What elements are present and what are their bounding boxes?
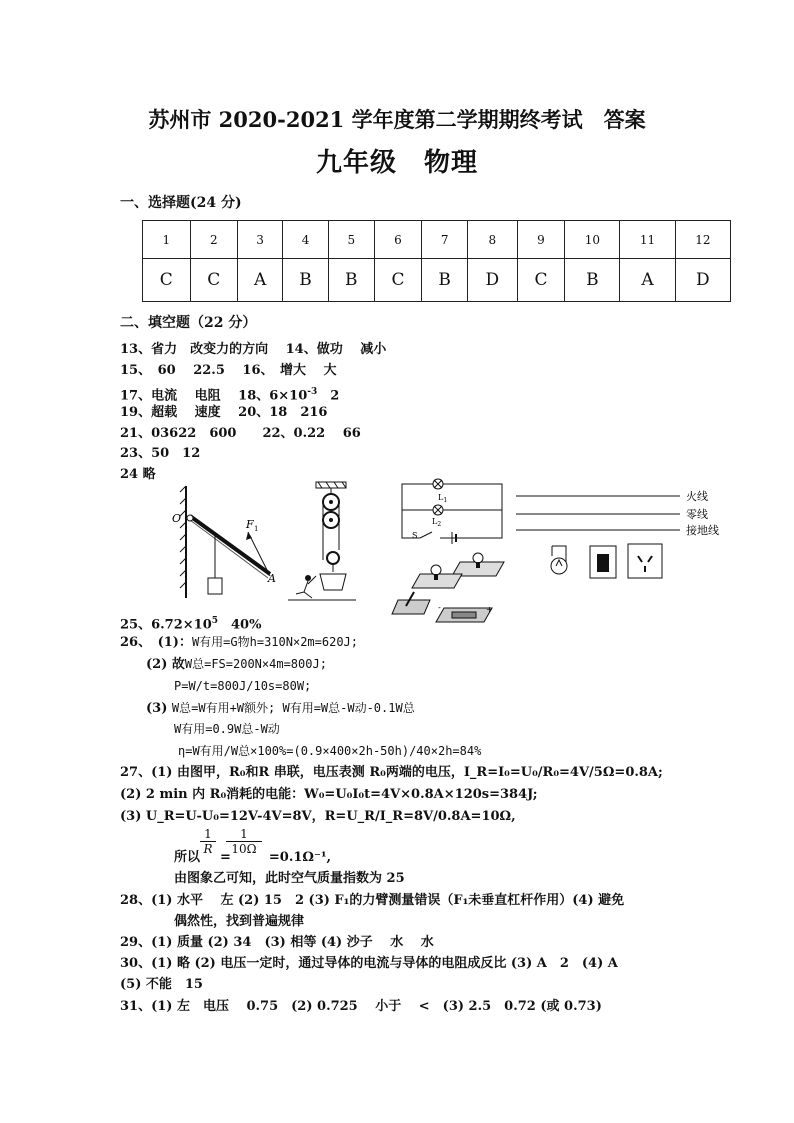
answer-25: 25、$6.72\times 10^5$ 40%: [120, 616, 262, 633]
answer-cell: A: [238, 259, 283, 302]
answer-31: 31、(1) 左 电压 0.75 (2) 0.725 小于 < (3) 2.5 0.72 (或 0.73): [120, 999, 602, 1014]
answer-27-aqi: 由图象乙可知，此时空气质量指数为 25: [174, 871, 405, 886]
question-number-cell: 4: [283, 221, 329, 259]
answer-cell: B: [283, 259, 329, 302]
answer-30-line2: (5) 不能 15: [120, 977, 203, 992]
answer-cell: B: [565, 259, 620, 302]
lamp-l1-label: $L_1$: [438, 493, 448, 504]
fraction-one-over-ten-ohm: $\frac{1}{10\Omega}$: [226, 827, 262, 856]
answer-cell: D: [468, 259, 518, 302]
svg-text:-: -: [438, 603, 441, 612]
household-wiring-diagram: [514, 486, 726, 584]
answer-26-part3: (3) W总=W有用+W额外; W有用=W总-W动-0.1W总: [146, 701, 415, 716]
question-number-cell: 3: [238, 221, 283, 259]
answer-19-20: 19、超载 速度 20、18 216: [120, 405, 328, 420]
multiple-choice-answer-table: [142, 220, 731, 302]
answer-15-16: 15、 60 22.5 16、 增大 大: [120, 363, 337, 378]
question-number-cell: 11: [620, 221, 675, 259]
section-choice-heading: 一、选择题(24 分): [120, 195, 242, 211]
answer-27-part2: (2) 2 min 内 R₀消耗的电能：W₀=U₀I₀t=4V×0.8A×120s=384J;: [120, 787, 538, 802]
lever-diagram: [168, 482, 278, 602]
pulley-diagram: [286, 480, 376, 606]
answer-27-conclusion-b: = =0.1Ω⁻¹,: [220, 850, 332, 865]
answer-26-useful-work: W有用=0.9W总-W动: [174, 722, 280, 736]
answer-29: 29、(1) 质量 (2) 34 (3) 相等 (4) 沙子 水 水: [120, 935, 434, 950]
question-number-cell: 7: [422, 221, 468, 259]
lever-end-label: A: [268, 572, 276, 585]
svg-text:+: +: [486, 605, 493, 614]
lamp-l2-label: $L_2$: [432, 517, 442, 528]
answer-24: 24 略: [120, 467, 156, 482]
answer-cell: B: [422, 259, 468, 302]
answer-13-14: 13、省力 改变力的方向 14、做功 减小: [120, 342, 387, 357]
question-number-cell: 1: [143, 221, 191, 259]
answer-26-part2: (2) 故W总=FS=200N×4m=800J;: [146, 657, 327, 672]
answer-28-line1: 28、(1) 水平 左 (2) 15 2 (3) F₁的力臂测量错误（F₁未垂直杠杆作用）(4) 避免: [120, 893, 625, 908]
answer-26-part1: 26、 (1)：W有用=G物h=310N×2m=620J;: [120, 635, 358, 650]
answer-row: [143, 259, 731, 302]
answer-27-part1: 27、(1) 由图甲，R₀和R 串联，电压表测 R₀两端的电压，I_R=I₀=U₀/R₀=4V/5Ω=0.8A;: [120, 765, 663, 780]
force-label: F: [246, 518, 254, 531]
answer-27-part3: (3) U_R=U-U₀=12V-4V=8V，R=U_R/I_R=8V/0.8A=10Ω,: [120, 809, 516, 824]
fraction-one-over-r: $\frac{1}{R}$: [200, 827, 216, 856]
switch-label: S: [412, 531, 418, 540]
answer-30-line1: 30、(1) 略 (2) 电压一定时，通过导体的电流与导体的电阻成反比 (3) A 2 (4) A: [120, 956, 618, 971]
answer-28-line2: 偶然性，找到普遍规律: [174, 914, 305, 929]
answer-cell: C: [517, 259, 565, 302]
question-number-cell: 10: [565, 221, 620, 259]
question-number-cell: 12: [675, 221, 730, 259]
question-number-cell: 6: [374, 221, 422, 259]
circuit-diagram: [380, 476, 515, 626]
section-fill-heading: 二、填空题（22 分）: [120, 315, 257, 331]
question-number-cell: 8: [468, 221, 518, 259]
answer-26-efficiency: η=W有用/W总×100%=(0.9×400×2h-50h)/40×2h=84%: [178, 744, 482, 758]
force-subscript: 1: [254, 525, 259, 533]
neutral-wire-label: 零线: [686, 508, 708, 521]
answer-17-18: 17、电流 电阻 18、$6\times 10^{-3}$ 2: [120, 387, 340, 404]
answer-26-power: P=W/t=800J/10s=80W;: [174, 679, 312, 693]
exam-title: 苏州市 2020-2021 学年度第二学期期终考试 答案: [148, 107, 646, 132]
ground-wire-label: 接地线: [686, 524, 719, 537]
answer-cell: C: [143, 259, 191, 302]
answer-cell: C: [374, 259, 422, 302]
question-number-row: [143, 221, 731, 259]
answer-cell: D: [675, 259, 730, 302]
question-number-cell: 5: [328, 221, 374, 259]
lever-pivot-label: O: [172, 512, 182, 525]
exam-subtitle: 九年级 物理: [315, 148, 478, 178]
question-number-cell: 9: [517, 221, 565, 259]
answer-cell: A: [620, 259, 675, 302]
question-number-cell: 2: [190, 221, 238, 259]
answer-27-conclusion-a: 所以: [174, 850, 201, 865]
answer-cell: C: [190, 259, 238, 302]
answer-23: 23、50 12: [120, 446, 201, 461]
answer-cell: B: [328, 259, 374, 302]
answer-21-22: 21、03622 600 22、0.22 66: [120, 426, 361, 441]
live-wire-label: 火线: [686, 490, 708, 503]
